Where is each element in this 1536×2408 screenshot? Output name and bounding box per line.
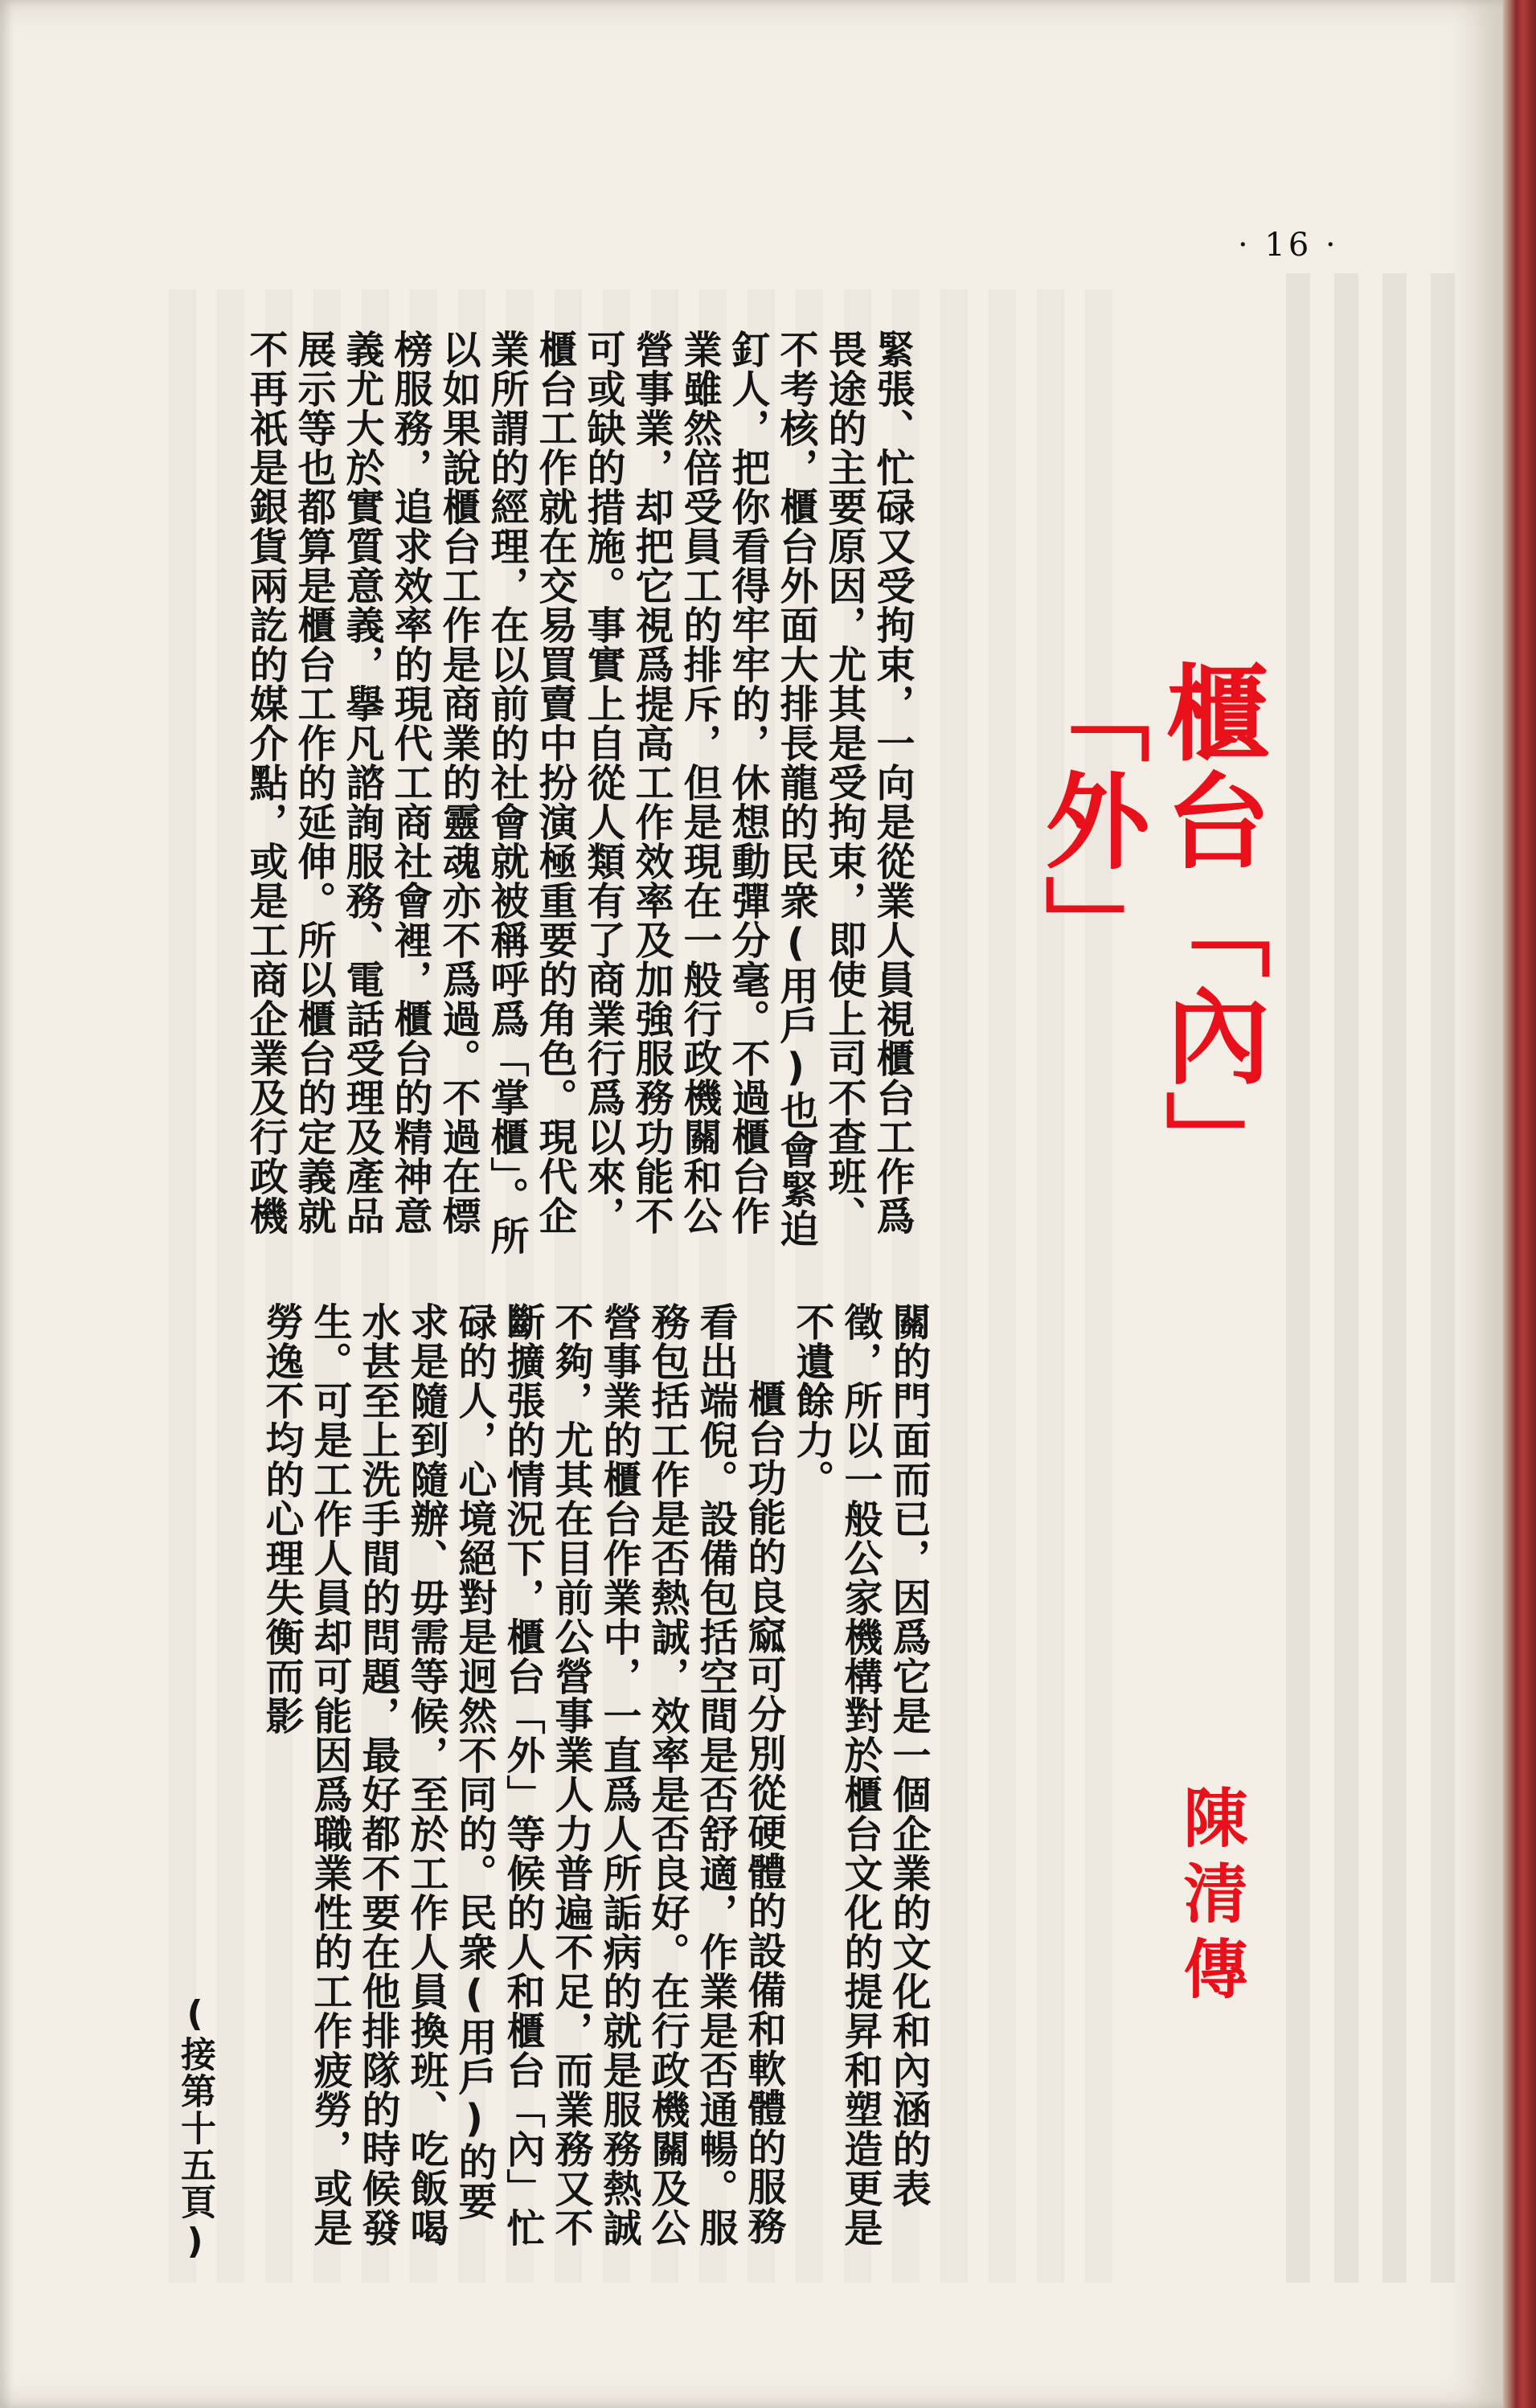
show-through-text-right xyxy=(1286,273,1471,2283)
author-name: 陳清傳 xyxy=(1173,1784,1247,2011)
body-text-upper xyxy=(243,330,916,1270)
paragraph-1-continued: 關的門面而已，因爲它是一個企業的文化和內涵的表徵，所以一般公家機構對於櫃台文化的提昇和塑造更是不遺餘力。 xyxy=(789,1302,931,2247)
page-number: · 16 · xyxy=(1238,227,1339,264)
continuation-note: (接第十五頁) xyxy=(174,1993,215,2263)
article-title: 櫃台「內」「外」 xyxy=(1028,659,1271,1198)
paragraph-2: 櫃台功能的良窳可分別從硬體的設備和軟體的服務看出端倪。設備包括空間是否舒適，作業是否通暢。服務包括工作是否熱誠，效率是否良好。在行政機關及公營事業的櫃台作業中，一直爲人所詬病的就是服務熱誠不夠，尤其在目前公營事業人力普遍不足，而業務又不斷擴張的情況下，櫃台「外」等候的人和櫃台「內」忙碌的人，心境絕對是迥然不同的。民衆(用戶)的要求是隨到隨辦、毋需等候，至於工作人員換班、吃飯喝水甚至上洗手間的問題，最好都不要在他排隊的時候發生。可是工作人員却可能因爲職業性的工作疲勞，或是勞逸不均的心理失衡而影 xyxy=(259,1302,786,2247)
body-text-lower xyxy=(169,1302,932,2250)
book-edge xyxy=(1503,0,1536,2408)
paragraph-1: 緊張、忙碌又受拘束，一向是從業人員視櫃台工作爲畏途的主要原因，尤其是受拘束，即使上司不查班、不考核，櫃台外面大排長龍的民衆(用戶)也會緊迫釘人，把你看得牢牢的，休想動彈分毫。不過櫃台作業雖然倍受員工的排斥，但是現在一般行政機關和公營事業，却把它視爲提高工作效率及加強服務功能不可或缺的措施。事實上自從人類有了商業行爲以來，櫃台工作就在交易買賣中扮演極重要的角色。現代企業所謂的經理，在以前的社會就被稱呼爲「掌櫃」。所以如果說櫃台工作是商業的靈魂亦不爲過。不過在標榜服務，追求效率的現代工商社會裡，櫃台的精神意義尤大於實質意義，擧凡諮詢服務、電話受理及產品展示等也都算是櫃台工作的延伸。所以櫃台的定義就不再祇是銀貨兩訖的媒介點，或是工商企業及行政機 xyxy=(243,330,915,1255)
